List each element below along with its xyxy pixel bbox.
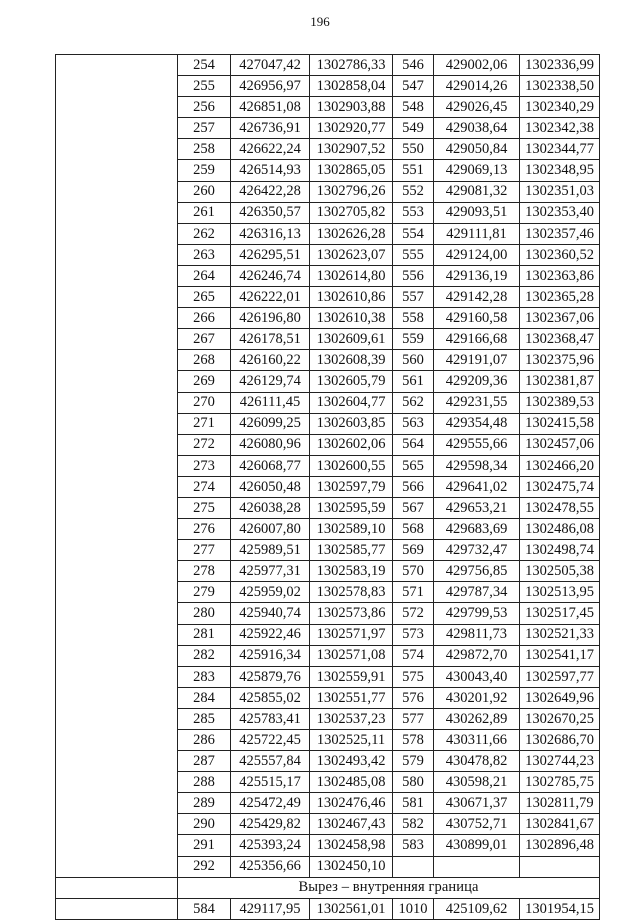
point-number-2-cell: 574 xyxy=(393,645,434,666)
point-number-2-cell: 557 xyxy=(393,287,434,308)
x-coordinate-2-cell: 429555,66 xyxy=(434,434,520,455)
point-number-cell: 265 xyxy=(178,287,231,308)
x-coordinate-2-cell: 429166,68 xyxy=(434,329,520,350)
page-number: 196 xyxy=(310,14,330,29)
y-coordinate-cell: 1302614,80 xyxy=(310,265,393,286)
point-number-2-cell: 568 xyxy=(393,519,434,540)
point-number-2-cell: 559 xyxy=(393,329,434,350)
x-coordinate-cell: 425977,31 xyxy=(231,561,310,582)
x-coordinate-cell: 425429,82 xyxy=(231,814,310,835)
point-number-cell: 279 xyxy=(178,582,231,603)
y-coordinate-cell: 1302595,59 xyxy=(310,497,393,518)
y-coordinate-cell: 1302602,06 xyxy=(310,434,393,455)
y-coordinate-cell: 1302551,77 xyxy=(310,687,393,708)
x-coordinate-2-cell: 429136,19 xyxy=(434,265,520,286)
y-coordinate-cell: 1302626,28 xyxy=(310,223,393,244)
point-number-cell: 256 xyxy=(178,97,231,118)
y-coordinate-cell: 1302493,42 xyxy=(310,751,393,772)
y-coordinate-2-cell: 1302342,38 xyxy=(520,118,600,139)
x-coordinate-2-cell: 429191,07 xyxy=(434,350,520,371)
y-coordinate-cell: 1302786,33 xyxy=(310,55,393,76)
point-number-2-cell: 572 xyxy=(393,603,434,624)
point-number-cell: 291 xyxy=(178,835,231,856)
x-coordinate-2-cell: 429209,36 xyxy=(434,371,520,392)
y-coordinate-cell: 1302450,10 xyxy=(310,856,393,877)
y-coordinate-2-cell: 1302670,25 xyxy=(520,708,600,729)
y-coordinate-2-cell: 1302381,87 xyxy=(520,371,600,392)
x-coordinate-2-cell: 429231,55 xyxy=(434,392,520,413)
x-coordinate-cell: 425722,45 xyxy=(231,730,310,751)
point-number-cell: 266 xyxy=(178,308,231,329)
y-coordinate-cell: 1302485,08 xyxy=(310,772,393,793)
y-coordinate-cell: 1302559,91 xyxy=(310,666,393,687)
y-coordinate-2-cell: 1302367,06 xyxy=(520,308,600,329)
point-number-cell: 275 xyxy=(178,497,231,518)
x-coordinate-cell: 426129,74 xyxy=(231,371,310,392)
x-coordinate-cell: 426851,08 xyxy=(231,97,310,118)
point-number-2-cell: 547 xyxy=(393,76,434,97)
x-coordinate-2-cell: 429732,47 xyxy=(434,540,520,561)
x-coordinate-cell: 429117,95 xyxy=(231,898,310,919)
x-coordinate-cell: 426956,97 xyxy=(231,76,310,97)
table-row xyxy=(56,55,600,76)
y-coordinate-cell: 1302571,08 xyxy=(310,645,393,666)
x-coordinate-2-cell: 430262,89 xyxy=(434,708,520,729)
x-coordinate-2-cell: 430311,66 xyxy=(434,730,520,751)
section-caption: Вырез – внутренняя граница xyxy=(178,877,600,898)
x-coordinate-cell: 425783,41 xyxy=(231,708,310,729)
point-number-cell: 276 xyxy=(178,519,231,540)
point-number-cell: 268 xyxy=(178,350,231,371)
x-coordinate-2-cell: 425109,62 xyxy=(434,898,520,919)
y-coordinate-2-cell: 1302521,33 xyxy=(520,624,600,645)
y-coordinate-2-cell: 1302375,96 xyxy=(520,350,600,371)
y-coordinate-cell: 1302610,86 xyxy=(310,287,393,308)
y-coordinate-2-cell xyxy=(520,856,600,877)
y-coordinate-cell: 1302583,19 xyxy=(310,561,393,582)
x-coordinate-cell: 425515,17 xyxy=(231,772,310,793)
y-coordinate-2-cell: 1302649,96 xyxy=(520,687,600,708)
y-coordinate-2-cell: 1302785,75 xyxy=(520,772,600,793)
point-number-2-cell: 580 xyxy=(393,772,434,793)
x-coordinate-cell: 425916,34 xyxy=(231,645,310,666)
point-number-2-cell: 573 xyxy=(393,624,434,645)
section-column-cell xyxy=(56,55,178,878)
y-coordinate-2-cell: 1301954,15 xyxy=(520,898,600,919)
x-coordinate-2-cell: 429641,02 xyxy=(434,476,520,497)
y-coordinate-2-cell: 1302457,06 xyxy=(520,434,600,455)
x-coordinate-cell: 425356,66 xyxy=(231,856,310,877)
y-coordinate-2-cell: 1302505,38 xyxy=(520,561,600,582)
x-coordinate-2-cell: 429872,70 xyxy=(434,645,520,666)
y-coordinate-cell: 1302578,83 xyxy=(310,582,393,603)
y-coordinate-2-cell: 1302896,48 xyxy=(520,835,600,856)
point-number-cell: 272 xyxy=(178,434,231,455)
point-number-2-cell: 569 xyxy=(393,540,434,561)
point-number-cell: 273 xyxy=(178,455,231,476)
y-coordinate-2-cell: 1302336,99 xyxy=(520,55,600,76)
point-number-2-cell: 560 xyxy=(393,350,434,371)
caption-row xyxy=(56,877,600,898)
point-number-cell: 287 xyxy=(178,751,231,772)
point-number-2-cell: 554 xyxy=(393,223,434,244)
point-number-cell: 284 xyxy=(178,687,231,708)
y-coordinate-cell: 1302609,61 xyxy=(310,329,393,350)
x-coordinate-cell: 426222,01 xyxy=(231,287,310,308)
point-number-2-cell: 570 xyxy=(393,561,434,582)
y-coordinate-cell: 1302907,52 xyxy=(310,139,393,160)
x-coordinate-cell: 426178,51 xyxy=(231,329,310,350)
y-coordinate-2-cell: 1302344,77 xyxy=(520,139,600,160)
point-number-cell: 254 xyxy=(178,55,231,76)
x-coordinate-cell: 426736,91 xyxy=(231,118,310,139)
x-coordinate-2-cell: 429111,81 xyxy=(434,223,520,244)
y-coordinate-cell: 1302903,88 xyxy=(310,97,393,118)
point-number-2-cell: 566 xyxy=(393,476,434,497)
point-number-2-cell: 561 xyxy=(393,371,434,392)
y-coordinate-2-cell: 1302517,45 xyxy=(520,603,600,624)
coordinates-table xyxy=(55,54,600,920)
x-coordinate-2-cell: 430598,21 xyxy=(434,772,520,793)
y-coordinate-2-cell: 1302498,74 xyxy=(520,540,600,561)
y-coordinate-2-cell: 1302357,46 xyxy=(520,223,600,244)
x-coordinate-cell: 425922,46 xyxy=(231,624,310,645)
y-coordinate-2-cell: 1302348,95 xyxy=(520,160,600,181)
point-number-2-cell: 576 xyxy=(393,687,434,708)
x-coordinate-2-cell: 429811,73 xyxy=(434,624,520,645)
y-coordinate-cell: 1302623,07 xyxy=(310,244,393,265)
y-coordinate-2-cell: 1302360,52 xyxy=(520,244,600,265)
x-coordinate-2-cell: 429069,13 xyxy=(434,160,520,181)
point-number-2-cell: 571 xyxy=(393,582,434,603)
x-coordinate-cell: 426295,51 xyxy=(231,244,310,265)
y-coordinate-2-cell: 1302389,53 xyxy=(520,392,600,413)
y-coordinate-cell: 1302573,86 xyxy=(310,603,393,624)
point-number-2-cell: 563 xyxy=(393,413,434,434)
x-coordinate-cell: 425989,51 xyxy=(231,540,310,561)
point-number-2-cell: 555 xyxy=(393,244,434,265)
y-coordinate-cell: 1302571,97 xyxy=(310,624,393,645)
x-coordinate-2-cell: 430201,92 xyxy=(434,687,520,708)
y-coordinate-cell: 1302796,26 xyxy=(310,181,393,202)
x-coordinate-cell: 425959,02 xyxy=(231,582,310,603)
x-coordinate-2-cell: 429142,28 xyxy=(434,287,520,308)
y-coordinate-cell: 1302600,55 xyxy=(310,455,393,476)
x-coordinate-2-cell: 429756,85 xyxy=(434,561,520,582)
point-number-cell: 269 xyxy=(178,371,231,392)
x-coordinate-2-cell: 429081,32 xyxy=(434,181,520,202)
x-coordinate-cell: 425879,76 xyxy=(231,666,310,687)
x-coordinate-2-cell: 429026,45 xyxy=(434,97,520,118)
y-coordinate-cell: 1302920,77 xyxy=(310,118,393,139)
point-number-2-cell: 581 xyxy=(393,793,434,814)
y-coordinate-2-cell: 1302351,03 xyxy=(520,181,600,202)
x-coordinate-2-cell: 430899,01 xyxy=(434,835,520,856)
point-number-cell: 281 xyxy=(178,624,231,645)
point-number-2-cell: 558 xyxy=(393,308,434,329)
point-number-2-cell: 567 xyxy=(393,497,434,518)
table-row xyxy=(56,898,600,919)
point-number-cell: 282 xyxy=(178,645,231,666)
x-coordinate-cell: 426316,13 xyxy=(231,223,310,244)
point-number-cell: 288 xyxy=(178,772,231,793)
y-coordinate-cell: 1302604,77 xyxy=(310,392,393,413)
point-number-2-cell: 577 xyxy=(393,708,434,729)
x-coordinate-cell: 425472,49 xyxy=(231,793,310,814)
point-number-cell: 290 xyxy=(178,814,231,835)
x-coordinate-2-cell: 430671,37 xyxy=(434,793,520,814)
point-number-cell: 289 xyxy=(178,793,231,814)
y-coordinate-2-cell: 1302744,23 xyxy=(520,751,600,772)
y-coordinate-cell: 1302605,79 xyxy=(310,371,393,392)
point-number-cell: 258 xyxy=(178,139,231,160)
x-coordinate-2-cell xyxy=(434,856,520,877)
point-number-2-cell xyxy=(393,856,434,877)
y-coordinate-cell: 1302476,46 xyxy=(310,793,393,814)
y-coordinate-2-cell: 1302363,86 xyxy=(520,265,600,286)
y-coordinate-2-cell: 1302811,79 xyxy=(520,793,600,814)
point-number-cell: 257 xyxy=(178,118,231,139)
x-coordinate-2-cell: 429787,34 xyxy=(434,582,520,603)
x-coordinate-2-cell: 429354,48 xyxy=(434,413,520,434)
x-coordinate-2-cell: 429683,69 xyxy=(434,519,520,540)
point-number-2-cell: 553 xyxy=(393,202,434,223)
y-coordinate-2-cell: 1302841,67 xyxy=(520,814,600,835)
y-coordinate-2-cell: 1302597,77 xyxy=(520,666,600,687)
point-number-cell: 270 xyxy=(178,392,231,413)
point-number-cell: 280 xyxy=(178,603,231,624)
y-coordinate-2-cell: 1302365,28 xyxy=(520,287,600,308)
y-coordinate-cell: 1302610,38 xyxy=(310,308,393,329)
point-number-cell: 262 xyxy=(178,223,231,244)
point-number-2-cell: 549 xyxy=(393,118,434,139)
point-number-cell: 292 xyxy=(178,856,231,877)
y-coordinate-2-cell: 1302415,58 xyxy=(520,413,600,434)
point-number-cell: 285 xyxy=(178,708,231,729)
point-number-cell: 278 xyxy=(178,561,231,582)
point-number-2-cell: 564 xyxy=(393,434,434,455)
y-coordinate-cell: 1302537,23 xyxy=(310,708,393,729)
y-coordinate-cell: 1302525,11 xyxy=(310,730,393,751)
point-number-cell: 255 xyxy=(178,76,231,97)
point-number-2-cell: 552 xyxy=(393,181,434,202)
point-number-cell: 261 xyxy=(178,202,231,223)
y-coordinate-2-cell: 1302541,17 xyxy=(520,645,600,666)
y-coordinate-cell: 1302858,04 xyxy=(310,76,393,97)
point-number-cell: 283 xyxy=(178,666,231,687)
point-number-cell: 259 xyxy=(178,160,231,181)
point-number-cell: 260 xyxy=(178,181,231,202)
x-coordinate-2-cell: 429653,21 xyxy=(434,497,520,518)
y-coordinate-cell: 1302608,39 xyxy=(310,350,393,371)
point-number-cell: 267 xyxy=(178,329,231,350)
x-coordinate-cell: 426007,80 xyxy=(231,519,310,540)
x-coordinate-2-cell: 429038,64 xyxy=(434,118,520,139)
y-coordinate-2-cell: 1302353,40 xyxy=(520,202,600,223)
point-number-cell: 277 xyxy=(178,540,231,561)
x-coordinate-2-cell: 430478,82 xyxy=(434,751,520,772)
point-number-2-cell: 550 xyxy=(393,139,434,160)
x-coordinate-cell: 426196,80 xyxy=(231,308,310,329)
y-coordinate-2-cell: 1302466,20 xyxy=(520,455,600,476)
point-number-2-cell: 565 xyxy=(393,455,434,476)
y-coordinate-2-cell: 1302486,08 xyxy=(520,519,600,540)
y-coordinate-2-cell: 1302340,29 xyxy=(520,97,600,118)
y-coordinate-cell: 1302458,98 xyxy=(310,835,393,856)
x-coordinate-cell: 426068,77 xyxy=(231,455,310,476)
point-number-2-cell: 579 xyxy=(393,751,434,772)
y-coordinate-cell: 1302467,43 xyxy=(310,814,393,835)
point-number-cell: 286 xyxy=(178,730,231,751)
point-number-cell: 274 xyxy=(178,476,231,497)
x-coordinate-2-cell: 429050,84 xyxy=(434,139,520,160)
x-coordinate-cell: 426246,74 xyxy=(231,265,310,286)
x-coordinate-2-cell: 429598,34 xyxy=(434,455,520,476)
x-coordinate-cell: 425557,84 xyxy=(231,751,310,772)
point-number-2-cell: 551 xyxy=(393,160,434,181)
x-coordinate-cell: 426160,22 xyxy=(231,350,310,371)
y-coordinate-2-cell: 1302475,74 xyxy=(520,476,600,497)
point-number-2-cell: 556 xyxy=(393,265,434,286)
y-coordinate-cell: 1302865,05 xyxy=(310,160,393,181)
x-coordinate-2-cell: 429093,51 xyxy=(434,202,520,223)
x-coordinate-cell: 426080,96 xyxy=(231,434,310,455)
x-coordinate-2-cell: 430043,40 xyxy=(434,666,520,687)
x-coordinate-2-cell: 429124,00 xyxy=(434,244,520,265)
point-number-2-cell: 582 xyxy=(393,814,434,835)
y-coordinate-cell: 1302561,01 xyxy=(310,898,393,919)
y-coordinate-2-cell: 1302338,50 xyxy=(520,76,600,97)
y-coordinate-2-cell: 1302368,47 xyxy=(520,329,600,350)
x-coordinate-cell: 426350,57 xyxy=(231,202,310,223)
point-number-cell: 263 xyxy=(178,244,231,265)
x-coordinate-cell: 426514,93 xyxy=(231,160,310,181)
y-coordinate-cell: 1302597,79 xyxy=(310,476,393,497)
point-number-2-cell: 562 xyxy=(393,392,434,413)
point-number-cell: 264 xyxy=(178,265,231,286)
point-number-cell: 584 xyxy=(178,898,231,919)
x-coordinate-cell: 426038,28 xyxy=(231,497,310,518)
point-number-2-cell: 575 xyxy=(393,666,434,687)
y-coordinate-2-cell: 1302686,70 xyxy=(520,730,600,751)
point-number-cell: 271 xyxy=(178,413,231,434)
x-coordinate-cell: 426422,28 xyxy=(231,181,310,202)
y-coordinate-cell: 1302589,10 xyxy=(310,519,393,540)
y-coordinate-cell: 1302603,85 xyxy=(310,413,393,434)
point-number-2-cell: 548 xyxy=(393,97,434,118)
point-number-2-cell: 578 xyxy=(393,730,434,751)
x-coordinate-2-cell: 430752,71 xyxy=(434,814,520,835)
y-coordinate-cell: 1302705,82 xyxy=(310,202,393,223)
x-coordinate-2-cell: 429799,53 xyxy=(434,603,520,624)
x-coordinate-cell: 425940,74 xyxy=(231,603,310,624)
y-coordinate-cell: 1302585,77 xyxy=(310,540,393,561)
x-coordinate-cell: 426050,48 xyxy=(231,476,310,497)
x-coordinate-cell: 425855,02 xyxy=(231,687,310,708)
x-coordinate-cell: 426622,24 xyxy=(231,139,310,160)
section-column-cell xyxy=(56,898,178,919)
x-coordinate-2-cell: 429160,58 xyxy=(434,308,520,329)
x-coordinate-cell: 427047,42 xyxy=(231,55,310,76)
x-coordinate-2-cell: 429014,26 xyxy=(434,76,520,97)
section-column-cell xyxy=(56,877,178,898)
x-coordinate-cell: 425393,24 xyxy=(231,835,310,856)
point-number-2-cell: 546 xyxy=(393,55,434,76)
x-coordinate-2-cell: 429002,06 xyxy=(434,55,520,76)
x-coordinate-cell: 426111,45 xyxy=(231,392,310,413)
point-number-2-cell: 1010 xyxy=(393,898,434,919)
y-coordinate-2-cell: 1302478,55 xyxy=(520,497,600,518)
x-coordinate-cell: 426099,25 xyxy=(231,413,310,434)
point-number-2-cell: 583 xyxy=(393,835,434,856)
y-coordinate-2-cell: 1302513,95 xyxy=(520,582,600,603)
